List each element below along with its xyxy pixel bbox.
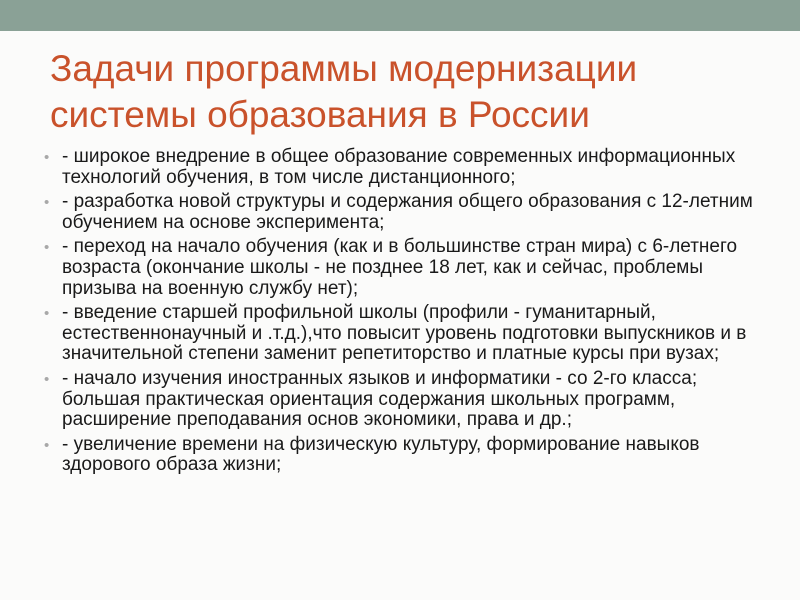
bullet-icon: • — [44, 239, 50, 257]
list-item — [44, 303, 774, 365]
bullet-list — [44, 147, 774, 480]
list-item — [44, 147, 774, 188]
list-item-text: - переход на начало обучения (как и в большинстве стран мира) с 6-летнего возраста (окончание школы - не позднее 18 лет, как и сейчас, проблемы призыва на военную службу нет); — [62, 236, 738, 299]
list-item-text: - широкое внедрение в общее образование современных информационных технологий обучения, в том числе дистанционного; — [62, 146, 736, 188]
bullet-icon: • — [44, 149, 50, 166]
bullet-icon: • — [44, 194, 50, 212]
bullet-icon: • — [44, 305, 50, 323]
list-item-text: - начало изучения иностранных языков и информатики - со 2-го класса; большая практическая ориентация содержания школьных программ, расширение преподавания основ экономики, права и др.; — [62, 367, 698, 431]
slide-title: Задачи программы модернизации системы образования в России — [50, 48, 638, 135]
top-band — [0, 0, 800, 31]
list-item — [44, 435, 774, 476]
list-item — [44, 369, 774, 431]
list-item — [44, 237, 774, 299]
list-item-text: - увеличение времени на физическую культуру, формирование навыков здорового образа жизни; — [62, 433, 700, 476]
list-item-text: - разработка новой структуры и содержания общего образования с 12-летним обучением на основе эксперимента; — [62, 191, 753, 233]
bullet-icon: • — [44, 370, 50, 388]
list-item — [44, 192, 774, 233]
bullet-icon: • — [44, 436, 50, 454]
list-item-text: - введение старшей профильной школы (профили - гуманитарный, естественнонаучный и .т.д.),что повысит уровень подготовки выпускников и в значительной степени заменит репетиторство и платные курсы при вузах; — [62, 302, 747, 365]
